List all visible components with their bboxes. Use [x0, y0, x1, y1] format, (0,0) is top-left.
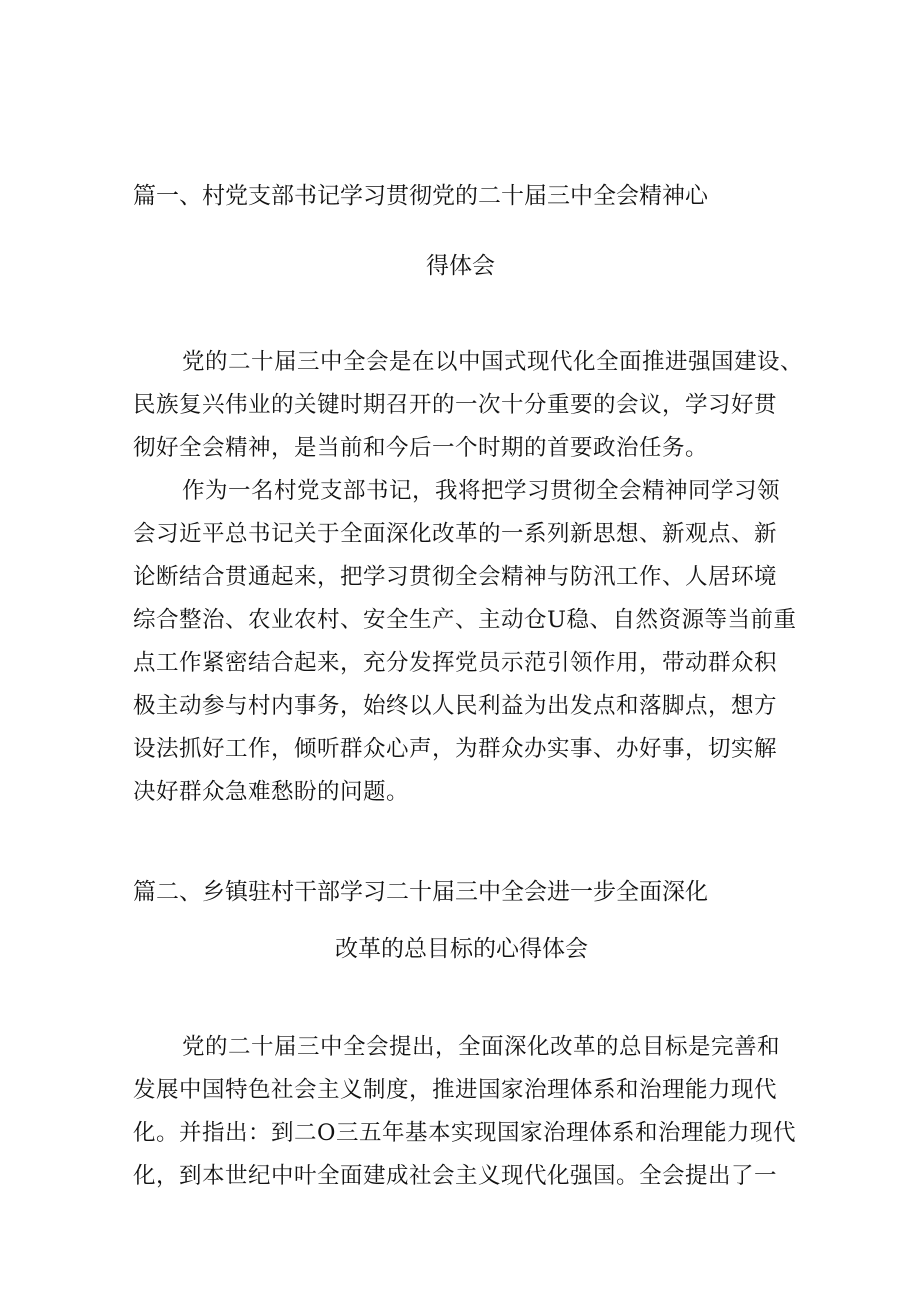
- section-1-p1-line-1: 党的二十届三中全会是在以中国式现代化全面推进强国建设、: [182, 349, 804, 375]
- section-2-title-line-2: 改革的总目标的心得体会: [335, 936, 588, 962]
- section-2-title-line-1: 篇二、乡镇驻村干部学习二十届三中全会进一步全面深化: [133, 879, 708, 905]
- section-1-p2-line-2: 会习近平总书记关于全面深化改革的一系列新思想、新观点、新: [133, 521, 778, 547]
- section-1-p2-line-6: 极主动参与村内事务，始终以人民利益为出发点和落脚点，想方: [133, 693, 778, 719]
- section-1-p2-line-5: 点工作紧密结合起来，充分发挥党员示范引领作用，带动群众积: [133, 650, 778, 676]
- section-1-p2-line-7: 设法抓好工作，倾听群众心声，为群众办实事、办好事，切实解: [133, 736, 778, 762]
- section-2-p1-line-3: 化。并指出：到二O三五年基本实现国家治理体系和治理能力现代: [133, 1120, 796, 1146]
- section-1-title-line-2: 得体会: [426, 253, 495, 279]
- section-2-p1-line-1: 党的二十届三中全会提出，全面深化改革的总目标是完善和: [182, 1034, 781, 1060]
- section-2-p1-line-4: 化，到本世纪中叶全面建成社会主义现代化强国。全会提出了一: [133, 1163, 778, 1189]
- section-2-p1-line-2: 发展中国特色社会主义制度，推进国家治理体系和治理能力现代: [133, 1077, 778, 1103]
- section-1-p1-line-2: 民族复兴伟业的关键时期召开的一次十分重要的会议，学习好贯: [133, 392, 778, 418]
- section-1-p2-line-4: 综合整治、农业农村、安全生产、主动仓U稳、自然资源等当前重: [133, 607, 797, 633]
- section-1-p2-line-8: 决好群众急难愁盼的问题。: [133, 779, 410, 805]
- section-1-p1-line-3: 彻好全会精神，是当前和今后一个时期的首要政治任务。: [133, 435, 709, 461]
- section-1-title-line-1: 篇一、村党支部书记学习贯彻党的二十届三中全会精神心: [133, 183, 708, 209]
- section-1-p2-line-1: 作为一名村党支部书记，我将把学习贯彻全会精神同学习领: [182, 478, 781, 504]
- section-1-p2-line-3: 论断结合贯通起来，把学习贯彻全会精神与防汛工作、人居环境: [133, 564, 778, 590]
